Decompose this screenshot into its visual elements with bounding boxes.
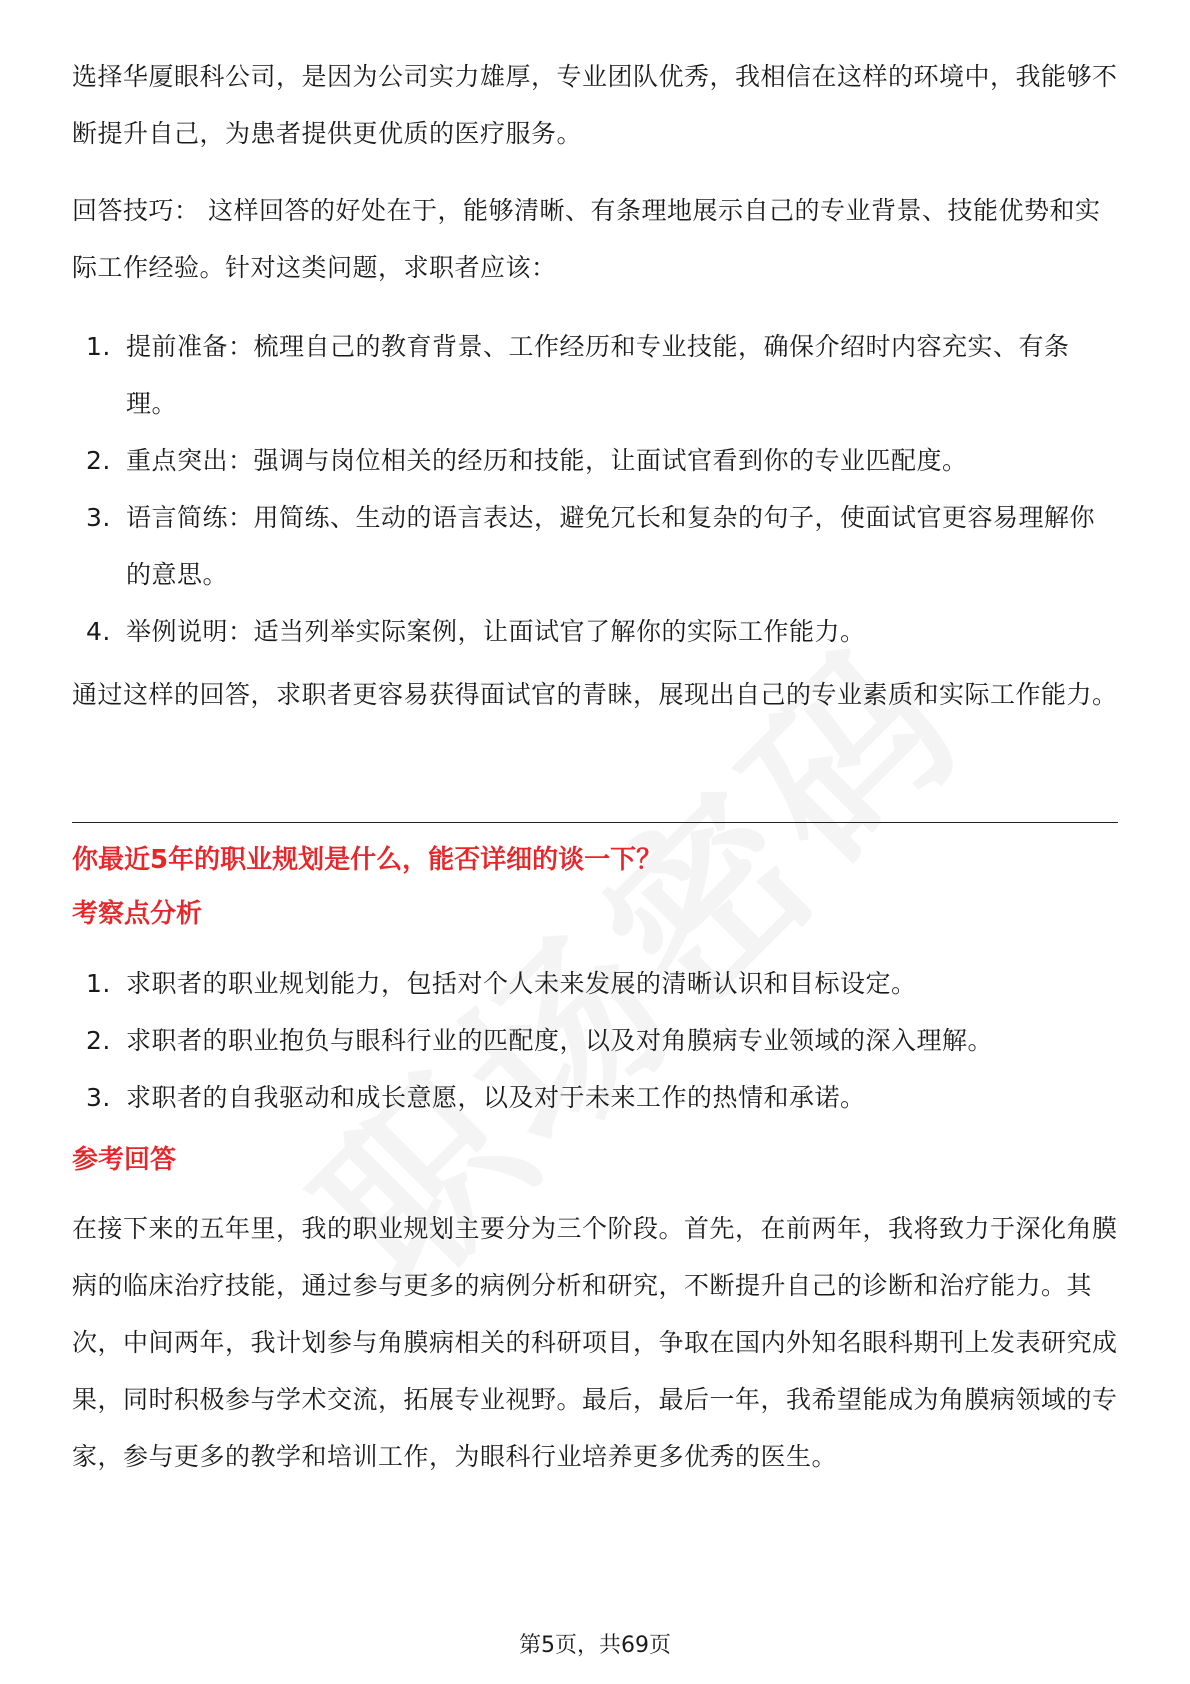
section-divider [72, 822, 1118, 823]
question-title: 你最近5年的职业规划是什么，能否详细的谈一下？ [72, 845, 663, 875]
list-item: 3. 求职者的自我驱动和成长意愿，以及对于未来工作的热情和承诺。 [86, 1083, 866, 1112]
list-item: 3. 语言简练：用简练、生动的语言表达，避免冗长和复杂的句子，使面试官更容易理解你的意思。 [86, 503, 1096, 589]
list-item: 1. 求职者的职业规划能力，包括对个人未来发展的清晰认识和目标设定。 [86, 969, 917, 998]
analysis-points-list [72, 955, 1118, 1126]
intro-paragraph-1: 选择华厦眼科公司，是因为公司实力雄厚，专业团队优秀，我相信在这样的环境中，我能够不断提升自己，为患者提供更优质的医疗服务。 [72, 62, 1118, 148]
tips-list [72, 318, 1118, 660]
list-item: 4. 举例说明：适当列举实际案例，让面试官了解你的实际工作能力。 [86, 617, 866, 646]
list-item: 1. 提前准备：梳理自己的教育背景、工作经历和专业技能，确保介绍时内容充实、有条理。 [86, 332, 1070, 418]
answer-heading: 参考回答 [72, 1145, 177, 1175]
answer-paragraph: 在接下来的五年里，我的职业规划主要分为三个阶段。首先，在前两年，我将致力于深化角膜病的临床治疗技能，通过参与更多的病例分析和研究，不断提升自己的诊断和治疗能力。其次，中间两年，我计划参与角膜病相关的科研项目，争取在国内外知名眼科期刊上发表研究成果，同时积极参与学术交流，拓展专业视野。最后，最后一年，我希望能成为角膜病领域的专家，参与更多的教学和培训工作，为眼科行业培养更多优秀的医生。 [72, 1214, 1118, 1471]
intro-paragraph-2: 回答技巧： 这样回答的好处在于，能够清晰、有条理地展示自己的专业背景、技能优势和实际工作经验。针对这类问题，求职者应该： [72, 196, 1101, 282]
list-item: 2. 求职者的职业抱负与眼科行业的匹配度，以及对角膜病专业领域的深入理解。 [86, 1026, 994, 1055]
page-number: 第5页，共69页 [519, 1633, 671, 1658]
intro-paragraph-3: 通过这样的回答，求职者更容易获得面试官的青睐，展现出自己的专业素质和实际工作能力。 [72, 680, 1118, 709]
list-item: 2. 重点突出：强调与岗位相关的经历和技能，让面试官看到你的专业匹配度。 [86, 446, 968, 475]
analysis-heading: 考察点分析 [72, 899, 203, 929]
